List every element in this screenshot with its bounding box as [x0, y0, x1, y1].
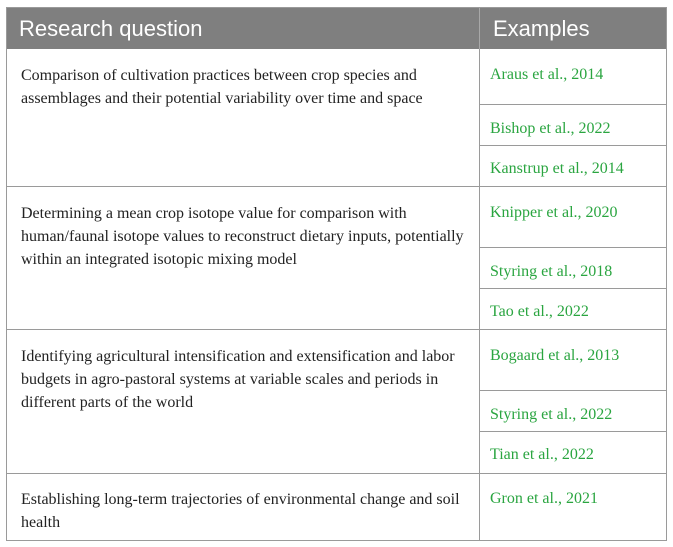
column-divider — [479, 49, 480, 540]
row-2-subdivider-2 — [480, 288, 666, 289]
row-1-example-3[interactable]: Kanstrup et al., 2014 — [490, 160, 624, 177]
row-3-example-1[interactable]: Bogaard et al., 2013 — [490, 347, 620, 364]
row-2-example-3[interactable]: Tao et al., 2022 — [490, 303, 589, 320]
row-divider-1 — [7, 186, 666, 187]
header-research-question: Research question — [19, 16, 203, 41]
row-3-subdivider-2 — [480, 431, 666, 432]
row-1-question: Comparison of cultivation practices between crop species and assemblages and their potential variability over time and space — [21, 67, 423, 107]
table-header — [7, 8, 666, 49]
row-3-question: Identifying agricultural intensification and extensification and labor budgets in agro-pastoral systems at variable scales and periods in different parts of the world — [21, 348, 455, 411]
row-1-subdivider-2 — [480, 145, 666, 146]
row-2-example-2[interactable]: Styring et al., 2018 — [490, 263, 613, 280]
row-1-subdivider-1 — [480, 104, 666, 105]
row-4-question: Establishing long-term trajectories of environmental change and soil health — [21, 491, 460, 531]
row-2-question: Determining a mean crop isotope value for comparison with human/faunal isotope values to reconstruct dietary inputs, potentially within an integrated isotopic mixing model — [21, 205, 464, 268]
row-3-subdivider-1 — [480, 390, 666, 391]
header-examples: Examples — [493, 16, 590, 41]
row-2-example-1[interactable]: Knipper et al., 2020 — [490, 204, 618, 221]
row-divider-3 — [7, 473, 666, 474]
header-divider — [479, 8, 480, 49]
row-3-example-2[interactable]: Styring et al., 2022 — [490, 406, 613, 423]
row-3-example-3[interactable]: Tian et al., 2022 — [490, 446, 594, 463]
row-divider-2 — [7, 329, 666, 330]
research-table — [6, 7, 667, 541]
row-1-example-1[interactable]: Araus et al., 2014 — [490, 66, 604, 83]
row-1-example-2[interactable]: Bishop et al., 2022 — [490, 120, 611, 137]
row-2-subdivider-1 — [480, 247, 666, 248]
row-4-example-1[interactable]: Gron et al., 2021 — [490, 490, 598, 507]
